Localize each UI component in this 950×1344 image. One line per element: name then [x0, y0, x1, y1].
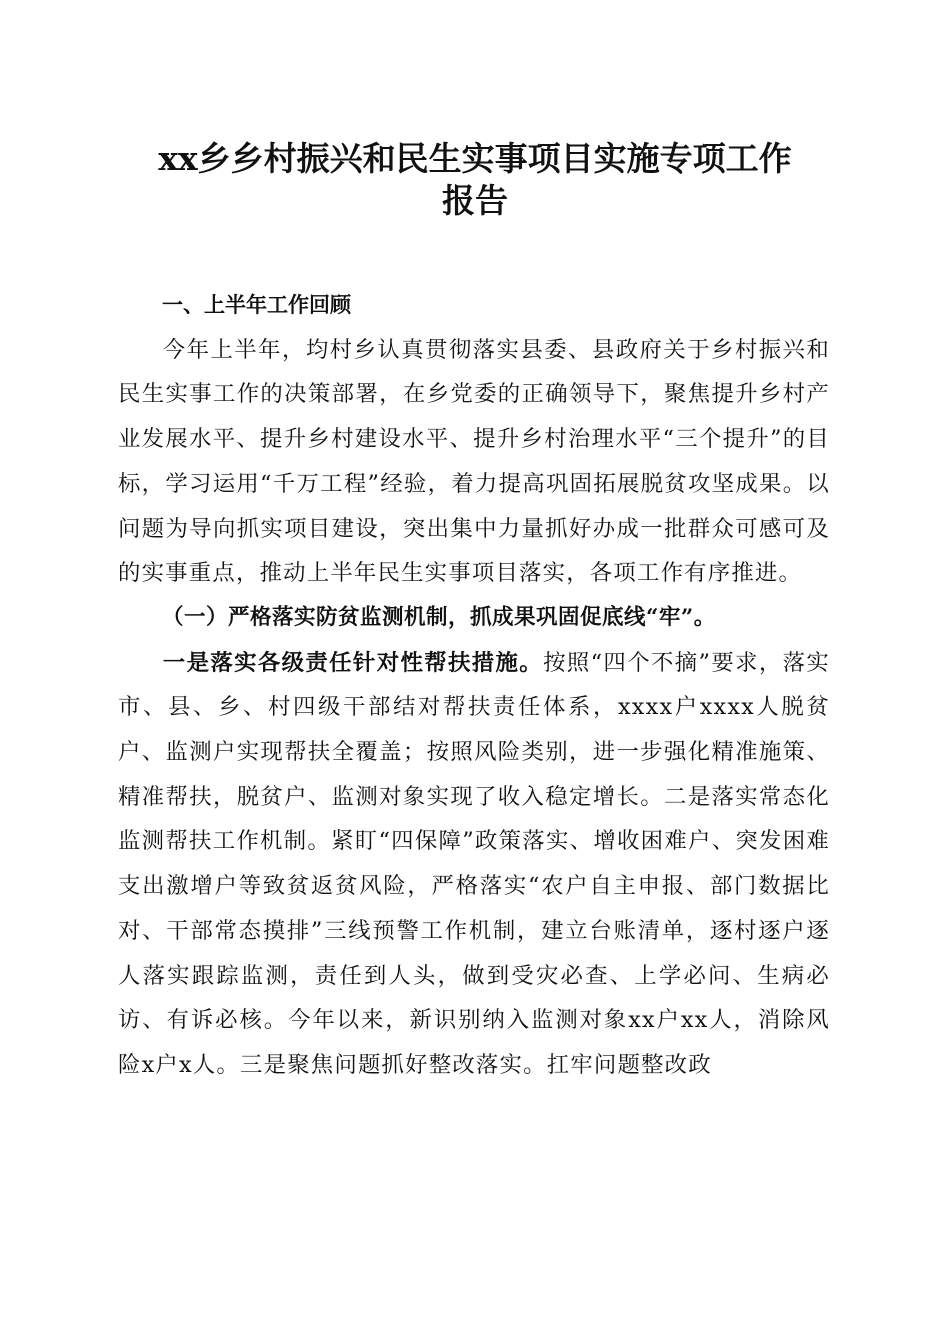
subsection-lead-sentence: 一是落实各级责任针对性帮扶措施。 [162, 649, 544, 676]
title-line-2: 报告 [442, 181, 508, 220]
section-heading: 一、上半年工作回顾 [162, 293, 351, 317]
document-body [118, 283, 830, 1088]
subsection-body-text: 按照“四个不摘”要求，落实市、县、乡、村四级干部结对帮扶责任体系，xxxx户xxxx人脱贫户、监测户实现帮扶全覆盖；按照风险类别，进一步强化精准施策、精准帮扶，脱贫户、监测对象实现了收入稳定增长。二是落实常态化监测帮扶工作机制。紧盯“四保障”政策落实、增收困难户、突发困难支出激增户等致贫返贫风险，严格落实“农户自主申报、部门数据比对、干部常态摸排”三线预警工作机制，建立台账清单，逐村逐户逐人落实跟踪监测，责任到人头，做到受灾必查、上学必问、生病必访、有诉必核。今年以来，新识别纳入监测对象xx户xx人，消除风险x户x人。三是聚焦问题抓好整改落实。扛牢问题整改政 [118, 649, 830, 1078]
document-title [90, 138, 860, 222]
title-line-1: xx乡乡村振兴和民生实事项目实施专项工作 [158, 139, 792, 178]
subsection-paragraph [118, 641, 830, 1088]
subsection-heading: （一）严格落实防贫监测机制，抓成果巩固促底线“牢”。 [162, 604, 716, 630]
section-paragraph: 今年上半年，均村乡认真贯彻落实县委、县政府关于乡村振兴和民生实事工作的决策部署，在乡党委的正确领导下，聚焦提升乡村产业发展水平、提升乡村建设水平、提升乡村治理水平“三个提升”的目标，学习运用“千万工程”经验，着力提高巩固拓展脱贫攻坚成果。以问题为导向抓实项目建设，突出集中力量抓好办成一批群众可感可及的实事重点，推动上半年民生实事项目落实，各项工作有序推进。 [118, 336, 830, 587]
